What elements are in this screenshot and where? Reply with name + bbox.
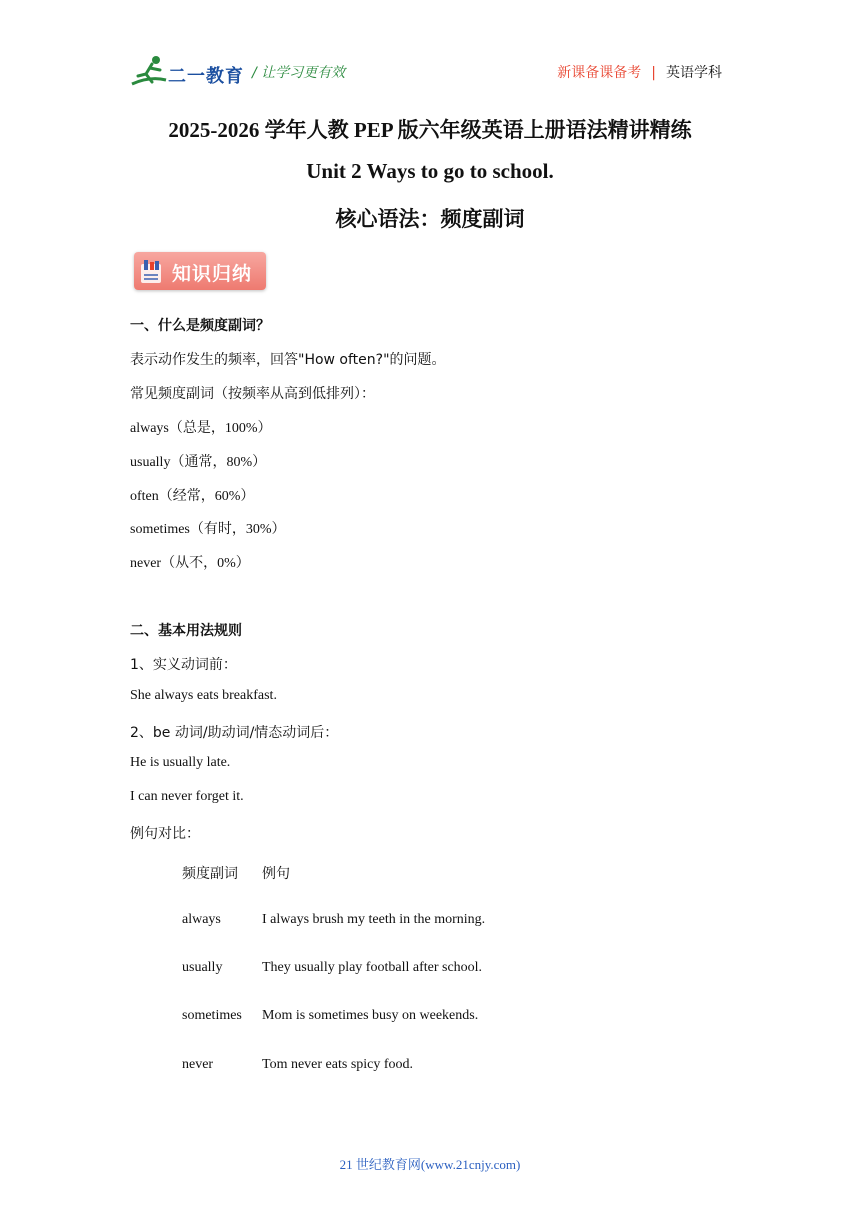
footer-link[interactable]: 21 世纪教育网(www.21cnjy.com) xyxy=(339,1157,521,1172)
table-cell-adverb: never xyxy=(182,1057,214,1072)
header-separator: | xyxy=(651,65,656,81)
logo-text: 二一教育 xyxy=(168,66,244,87)
header-subject-label: 英语学科 xyxy=(666,65,722,81)
table-header-adverb: 频度副词 xyxy=(182,866,238,882)
section2-heading: 二、基本用法规则 xyxy=(130,623,242,639)
example-sentence: He is usually late. xyxy=(130,755,231,770)
table-cell-adverb: always xyxy=(182,912,221,927)
table-cell-adverb: sometimes xyxy=(182,1008,242,1023)
page-header xyxy=(0,0,860,100)
book-icon xyxy=(140,258,162,284)
knowledge-summary-badge xyxy=(134,252,266,290)
table-cell-example: I always brush my teeth in the morning. xyxy=(262,912,486,927)
document-title: 2025-2026 学年人教 PEP 版六年级英语上册语法精讲精练 xyxy=(168,118,692,142)
example-sentence: I can never forget it. xyxy=(130,789,244,804)
unit-title: Unit 2 Ways to go to school. xyxy=(306,159,554,183)
table-cell-adverb: usually xyxy=(182,960,223,975)
rule1-text: 1、实义动词前： xyxy=(130,657,237,673)
grammar-title: 核心语法：频度副词 xyxy=(335,207,525,231)
section1-heading: 一、什么是频度副词？ xyxy=(130,318,270,334)
table-cell-example: Mom is sometimes busy on weekends. xyxy=(262,1008,479,1023)
header-slogan: / 让学习更有效 xyxy=(252,65,346,81)
list-item: sometimes（有时，30%） xyxy=(130,522,286,537)
list-item: never（从不，0%） xyxy=(130,556,250,571)
rule2-text: 2、be 动词/助动词/情态动词后： xyxy=(130,725,339,741)
section1-list-title: 常见频度副词（按频率从高到低排列）： xyxy=(130,386,375,402)
list-item: always（总是，100%） xyxy=(130,421,272,436)
example-sentence: She always eats breakfast. xyxy=(130,688,277,703)
compare-label: 例句对比： xyxy=(130,826,200,842)
header-tagline: 新课备课备考 xyxy=(557,65,642,81)
section1-intro: 表示动作发生的频率，回答"How often?"的问题。 xyxy=(130,352,446,368)
table-cell-example: They usually play football after school. xyxy=(262,960,483,975)
header-subject xyxy=(557,62,722,82)
badge-label: 知识归纳 xyxy=(172,263,253,285)
list-item: usually（通常，80%） xyxy=(130,455,267,470)
table-cell-example: Tom never eats spicy food. xyxy=(262,1057,414,1072)
table-header-example: 例句 xyxy=(262,866,290,882)
list-item: often（经常，60%） xyxy=(130,489,255,504)
